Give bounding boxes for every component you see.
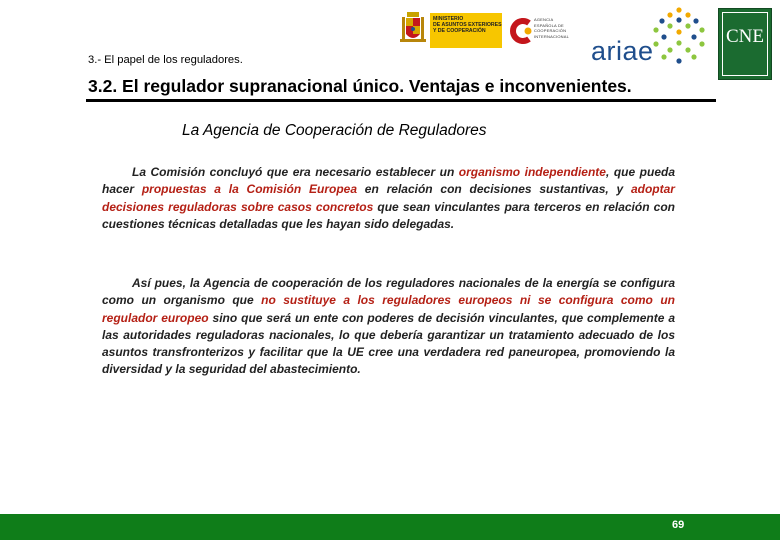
cooperacion-mark-icon (510, 16, 534, 46)
ministerio-label (430, 13, 502, 48)
ministerio-line-2: DE ASUNTOS EXTERIORES (433, 22, 502, 28)
footer-bar (0, 514, 780, 540)
highlighted-text: no sustituye a los reguladores europeos ni se configura como un regulador europeo (102, 293, 675, 325)
cooperacion-logo (510, 14, 574, 48)
title-underline (86, 99, 716, 102)
cooperacion-line-4: INTERNACIONAL (534, 33, 570, 39)
spain-coat-of-arms-icon (398, 12, 428, 48)
cooperacion-line-3: COOPERACIÓN (534, 28, 567, 33)
ministerio-logo (398, 12, 504, 50)
paragraph-text: Así pues, la Agencia de cooperación de los reguladores nacionales de la energía se configura como un organismo que (102, 276, 675, 308)
ministerio-line-3: Y DE COOPERACIÓN (433, 28, 486, 34)
cne-wordmark: CNE (726, 26, 764, 47)
paragraph-text: , que pueda hacer (102, 165, 675, 197)
paragraph-text: sino que será un ente con poderes de decisión vinculantes, que complemente a las autoridades reguladoras nacionales, lo que debería garantizar un tratamiento adecuado de los asuntos transfronterizos y facilitar que la UE cree una verdadera red paneuropea, promoviendo la diversidad y la seguridad del abastecimiento. (102, 310, 676, 377)
highlighted-text: adoptar decisiones reguladoras sobre casos concretos (102, 182, 675, 214)
highlighted-text: propuestas a la Comisión Europea (141, 182, 358, 197)
paragraph-text: en relación con decisiones sustantivas, y (357, 182, 631, 197)
paragraph-1 (102, 164, 675, 233)
page-number: 69 (672, 519, 685, 531)
paragraph-text: La Comisión concluyó que era necesario establecer un (132, 165, 459, 179)
page-title: 3.2. El regulador supranacional único. Ventajas e inconvenientes. (88, 76, 632, 96)
section-label: 3.- El papel de los reguladores. (88, 54, 243, 66)
ariae-logo (584, 6, 714, 70)
cne-logo (718, 8, 772, 80)
cooperacion-line-1: AGENCIA (534, 17, 554, 22)
cooperacion-line-2: ESPAÑOLA DE (534, 22, 564, 28)
ariae-wordmark: ariae (591, 36, 654, 66)
highlighted-text: organismo independiente (458, 165, 606, 179)
paragraph-text: que sean vinculantes para terceros en relación con cuestiones técnicas detalladas que les hayan sido delegadas. (102, 199, 676, 231)
paragraph-2 (102, 275, 675, 379)
ministerio-line-1: MINISTERIO (433, 16, 464, 22)
agency-heading: La Agencia de Cooperación de Reguladores (182, 122, 487, 139)
